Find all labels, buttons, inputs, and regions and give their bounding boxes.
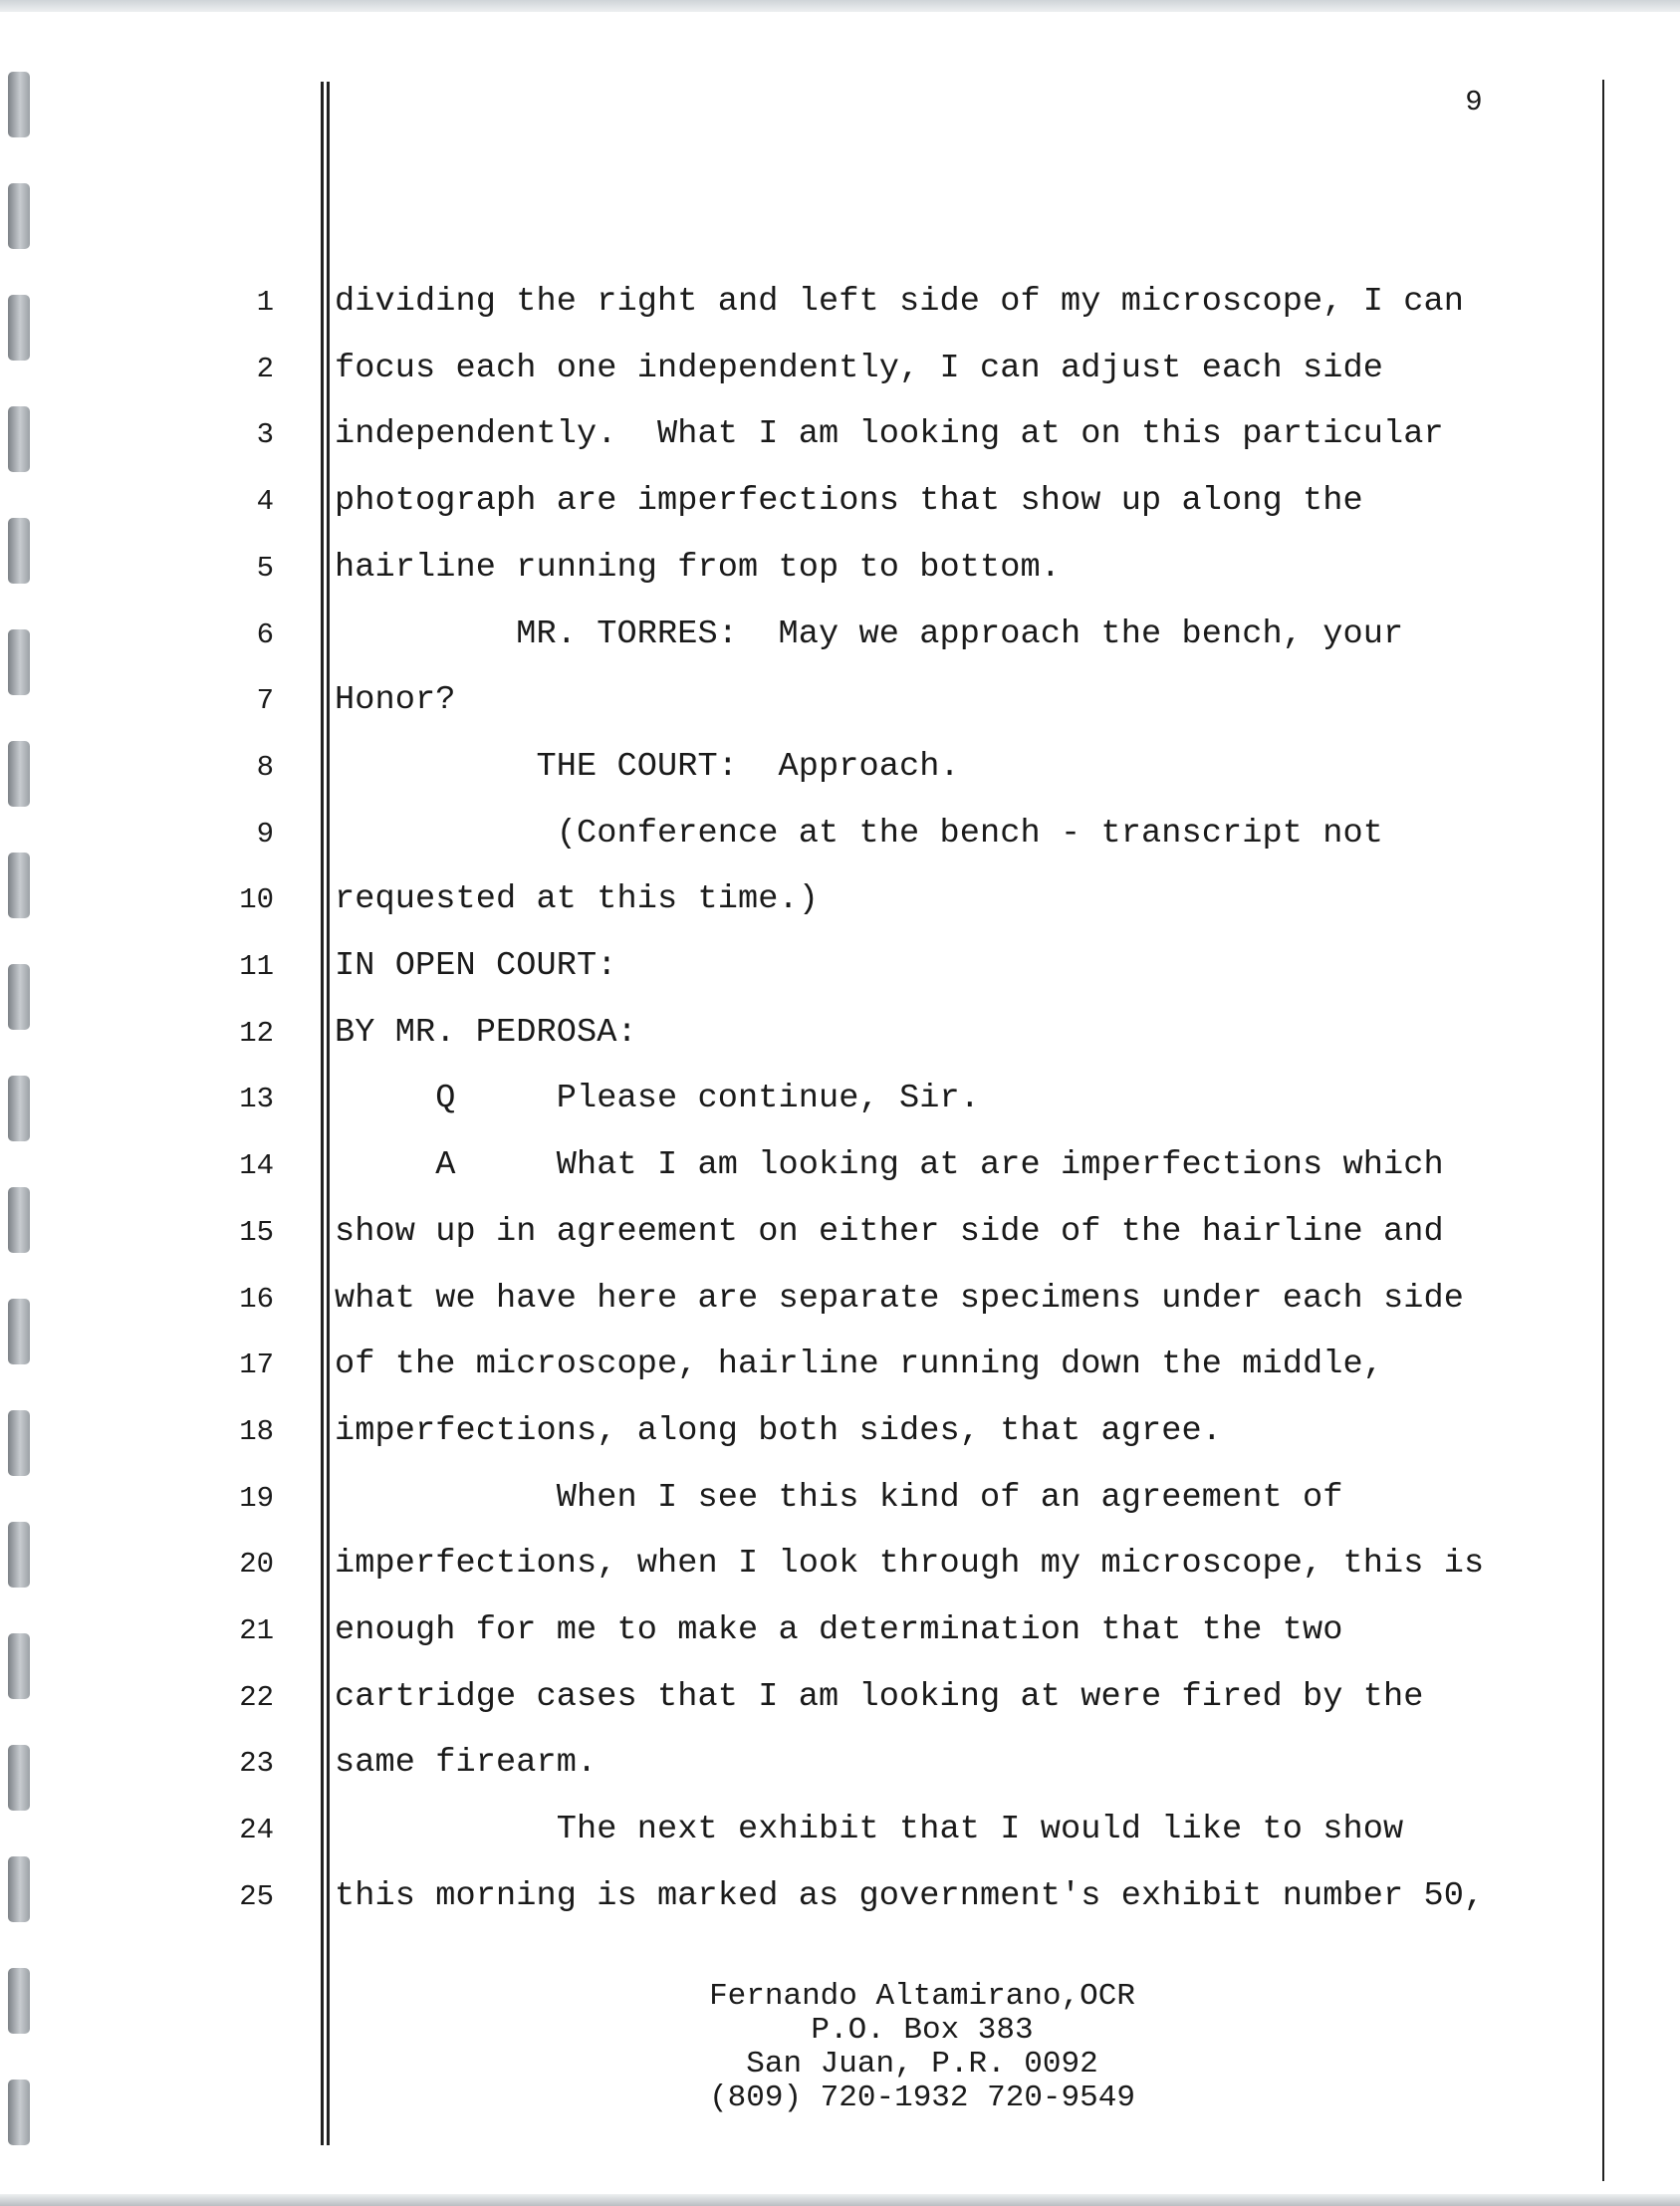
line-number: 15	[239, 1216, 274, 1249]
scan-bottom-edge	[0, 2194, 1680, 2206]
transcript-line: focus each one independently, I can adjust each side	[335, 350, 1384, 387]
line-number: 8	[256, 751, 274, 784]
transcript-line: photograph are imperfections that show up along the	[335, 482, 1363, 520]
transcript-line: imperfections, along both sides, that agree.	[335, 1412, 1223, 1450]
transcript-line: independently. What I am looking at on this particular	[335, 415, 1444, 453]
transcript-line: When I see this kind of an agreement of	[335, 1479, 1343, 1517]
binder-hole	[8, 1968, 30, 2034]
line-number: 7	[256, 684, 274, 717]
transcript-line: what we have here are separate specimens under each side	[335, 1280, 1465, 1318]
binder-hole	[8, 964, 30, 1030]
transcript-line: enough for me to make a determination that the two	[335, 1611, 1343, 1649]
transcript-line: BY MR. PEDROSA:	[335, 1014, 637, 1052]
line-number: 12	[239, 1017, 274, 1050]
transcript-line: cartridge cases that I am looking at were fired by the	[335, 1678, 1424, 1716]
binder-hole	[8, 295, 30, 361]
binder-hole	[8, 72, 30, 137]
line-number: 9	[256, 818, 274, 851]
binder-hole	[8, 853, 30, 918]
binder-hole	[8, 1856, 30, 1922]
transcript-line: (Conference at the bench - transcript not	[335, 815, 1384, 853]
binder-hole	[8, 1299, 30, 1364]
binder-hole	[8, 2080, 30, 2145]
transcript-line: of the microscope, hairline running down the middle,	[335, 1346, 1384, 1383]
transcript-line: this morning is marked as government's exhibit number 50,	[335, 1877, 1485, 1915]
reporter-city: San Juan, P.R. 0092	[746, 2047, 1098, 2082]
transcript-line: requested at this time.)	[335, 880, 820, 918]
binder-hole	[8, 183, 30, 249]
binder-hole	[8, 1745, 30, 1811]
transcript-line: MR. TORRES: May we approach the bench, your	[335, 615, 1404, 653]
binder-hole	[8, 1522, 30, 1588]
left-margin-rule	[327, 82, 330, 2145]
transcript-line: imperfections, when I look through my microscope, this is	[335, 1545, 1485, 1583]
binder-hole	[8, 1633, 30, 1699]
page-number: 9	[1465, 86, 1483, 119]
transcript-line: same firearm.	[335, 1744, 598, 1782]
binder-holes	[0, 0, 40, 2206]
binder-hole	[8, 406, 30, 472]
binder-hole	[8, 629, 30, 695]
transcript-line: THE COURT: Approach.	[335, 748, 960, 786]
line-number: 3	[256, 418, 274, 451]
line-number: 14	[239, 1149, 274, 1182]
line-number: 6	[256, 618, 274, 651]
line-number: 10	[239, 883, 274, 916]
scan-top-edge	[0, 0, 1680, 12]
transcript-line: IN OPEN COURT:	[335, 947, 617, 985]
binder-hole	[8, 1187, 30, 1253]
binder-hole	[8, 1076, 30, 1141]
line-number: 2	[256, 353, 274, 385]
binder-hole	[8, 1410, 30, 1476]
reporter-name: Fernando Altamirano,OCR	[709, 1979, 1135, 2014]
line-number: 23	[239, 1747, 274, 1780]
transcript-line: dividing the right and left side of my microscope, I can	[335, 283, 1465, 321]
reporter-po-box: P.O. Box 383	[811, 2013, 1034, 2048]
line-number: 20	[239, 1548, 274, 1581]
left-margin-rule	[321, 82, 324, 2145]
line-number: 16	[239, 1283, 274, 1316]
line-number: 18	[239, 1415, 274, 1448]
transcript-line: show up in agreement on either side of the hairline and	[335, 1213, 1444, 1251]
line-number: 5	[256, 552, 274, 585]
transcript-line: Honor?	[335, 681, 456, 719]
binder-hole	[8, 741, 30, 807]
line-number: 4	[256, 485, 274, 518]
transcript-line: A What I am looking at are imperfections which	[335, 1146, 1444, 1184]
line-number: 24	[239, 1814, 274, 1846]
binder-hole	[8, 518, 30, 584]
line-number: 1	[256, 286, 274, 319]
line-number: 13	[239, 1083, 274, 1115]
line-number: 22	[239, 1681, 274, 1714]
line-number: 25	[239, 1880, 274, 1913]
transcript-line: Q Please continue, Sir.	[335, 1080, 981, 1117]
line-number: 17	[239, 1348, 274, 1381]
line-number: 11	[239, 950, 274, 983]
line-number: 19	[239, 1482, 274, 1515]
transcript-line: hairline running from top to bottom.	[335, 549, 1062, 587]
line-number: 21	[239, 1614, 274, 1647]
right-margin-rule	[1602, 80, 1604, 2181]
reporter-footer	[558, 1980, 1287, 2115]
transcript-line: The next exhibit that I would like to show	[335, 1811, 1404, 1848]
reporter-phones: (809) 720-1932 720-9549	[709, 2081, 1135, 2115]
